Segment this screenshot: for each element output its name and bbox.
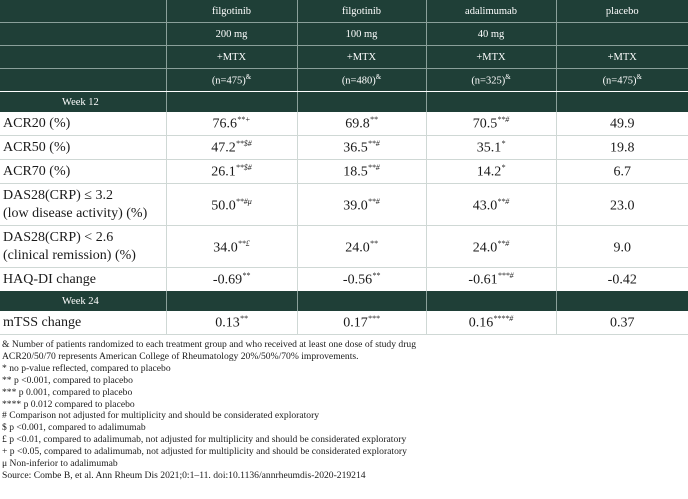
header-cell: filgotinib	[166, 0, 297, 23]
footnote: **** p 0.012 compared to placebo	[2, 398, 135, 410]
value-cell: -0.69**	[166, 268, 297, 292]
header-dose-row	[0, 23, 688, 46]
value-cell: 49.9	[556, 112, 688, 136]
footnotes	[0, 335, 688, 482]
value-cell: 34.0**£	[166, 226, 297, 268]
header-cell: +MTX	[166, 46, 297, 69]
header-cell: +MTX	[556, 46, 688, 69]
value-cell: 39.0**#	[297, 184, 426, 226]
source-note: Source: Combe B, et al. Ann Rheum Dis 2021;0:1–11. doi:10.1136/annrheumdis-2020-219214	[2, 469, 366, 481]
value-cell: 0.16****#	[426, 311, 556, 335]
table-row	[0, 112, 688, 136]
header-cell: adalimumab	[426, 0, 556, 23]
header-cell: +MTX	[297, 46, 426, 69]
value-cell: -0.61***#	[426, 268, 556, 292]
footnote: ACR20/50/70 represents American College of Rheumatology 20%/50%/70% improvements.	[2, 350, 359, 362]
value-cell: 24.0**#	[426, 226, 556, 268]
row-label: DAS28(CRP) < 2.6 (clinical remission) (%)	[0, 226, 166, 268]
header-cell: filgotinib	[297, 0, 426, 23]
table-row	[0, 136, 688, 160]
footnote: *** p 0.001, compared to placebo	[2, 386, 133, 398]
value-cell: 76.6**+	[166, 112, 297, 136]
value-cell: 18.5**#	[297, 160, 426, 184]
header-cell: (n=475)&	[166, 69, 297, 92]
value-cell: 14.2*	[426, 160, 556, 184]
header-cell: (n=475)&	[556, 69, 688, 92]
footnote: + p <0.05, compared to adalimumab, not adjusted for multiplicity and should be considerated exploratory	[2, 446, 407, 458]
footnote: μ Non-inferior to adalimumab	[2, 458, 118, 470]
table-row	[0, 226, 688, 268]
header-cell	[556, 23, 688, 46]
row-label: ACR20 (%)	[0, 112, 166, 136]
value-cell: 26.1**$#	[166, 160, 297, 184]
footnote: $ p <0.001, compared to adalimumab	[2, 422, 146, 434]
value-cell: 6.7	[556, 160, 688, 184]
value-cell: 0.17***	[297, 311, 426, 335]
row-label: ACR50 (%)	[0, 136, 166, 160]
header-cell	[0, 0, 166, 23]
header-cell: 40 mg	[426, 23, 556, 46]
header-cell	[0, 23, 166, 46]
header-cell: 200 mg	[166, 23, 297, 46]
table-row	[0, 184, 688, 226]
section-header-week24	[0, 291, 688, 311]
footnote: * no p-value reflected, compared to placebo	[2, 362, 171, 374]
table-row	[0, 160, 688, 184]
value-cell: 19.8	[556, 136, 688, 160]
value-cell: $50.0^{**\#\mu}$	[166, 184, 297, 226]
value-cell: -0.56**	[297, 268, 426, 292]
header-cell: 100 mg	[297, 23, 426, 46]
value-cell: 9.0	[556, 226, 688, 268]
row-label: HAQ-DI change	[3, 271, 96, 287]
value-cell: 0.13**	[166, 311, 297, 335]
table-row	[0, 311, 688, 335]
row-label: mTSS change	[0, 311, 166, 335]
header-drug-row	[0, 0, 688, 23]
value-cell: 24.0**	[297, 226, 426, 268]
row-label: ACR70 (%)	[0, 160, 166, 184]
value-cell: 36.5**#	[297, 136, 426, 160]
value-cell: -0.42	[556, 268, 688, 292]
row-label: DAS28(CRP) ≤ 3.2 (low disease activity) (%)	[0, 184, 166, 226]
footnote: £ p <0.01, compared to adalimumab, not adjusted for multiplicity and should be considerated exploratory	[2, 434, 407, 446]
header-cell: placebo	[556, 0, 688, 23]
value-cell: 43.0**#	[426, 184, 556, 226]
section-header-week12	[0, 92, 688, 113]
value-cell: 47.2**$#	[166, 136, 297, 160]
footnote: ** p <0.001, compared to placebo	[2, 374, 133, 386]
header-mtx-row	[0, 46, 688, 69]
table-row	[0, 268, 688, 292]
value-cell: 0.37	[556, 311, 688, 335]
footnote: & Number of patients randomized to each treatment group and who received at least one dose of study drug	[2, 339, 416, 350]
value-cell: 23.0	[556, 184, 688, 226]
header-cell: (n=325)&	[426, 69, 556, 92]
header-n-row	[0, 69, 688, 92]
section-label: Week 24	[0, 291, 166, 311]
value-cell: 35.1*	[426, 136, 556, 160]
value-cell: 69.8**	[297, 112, 426, 136]
section-label: Week 12	[0, 92, 166, 113]
header-cell: (n=480)&	[297, 69, 426, 92]
header-cell	[0, 69, 166, 92]
header-cell	[0, 46, 166, 69]
footnote: # Comparison not adjusted for multiplicity and should be considerated exploratory	[2, 410, 320, 422]
header-cell: +MTX	[426, 46, 556, 69]
value-cell: 70.5**#	[426, 112, 556, 136]
